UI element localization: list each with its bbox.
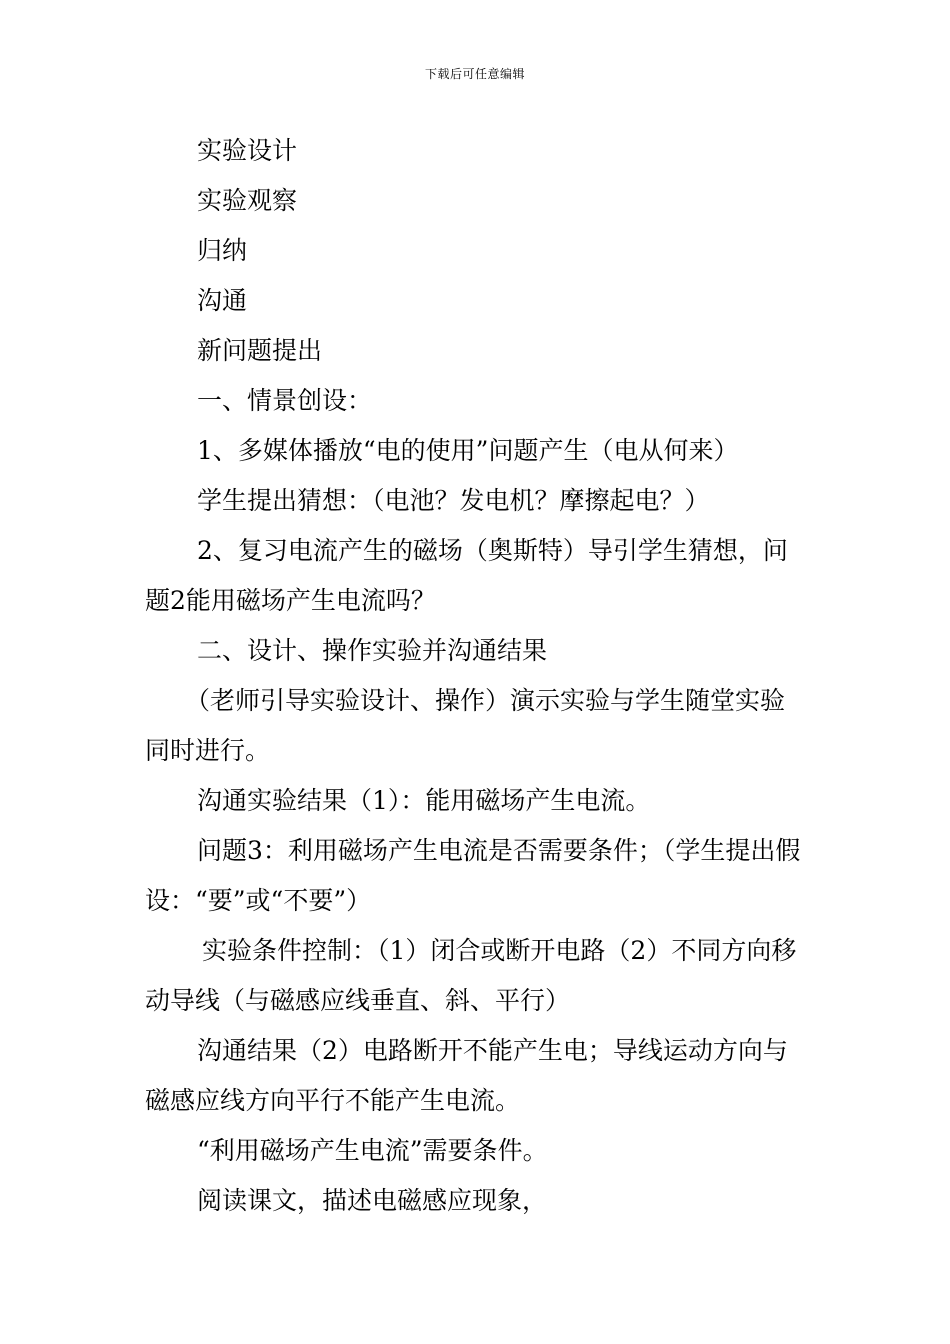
paragraph-10: 二、设计、操作实验并沟通结果 [197,636,548,665]
paragraph-5: 新问题提出 [197,336,323,365]
paragraph-9: 2、复习电流产生的磁场（奥斯特）导引学生猜想，问题2能用磁场产生电流吗？ [145,536,788,615]
paragraph-8: 学生提出猜想：（电池？发电机？摩擦起电？） [197,486,710,515]
paragraph-6: 一、情景创设： [197,386,373,415]
paragraph-13: 问题3：利用磁场产生电流是否需要条件；（学生提出假设：“要”或“不要”） [145,836,801,915]
paragraph-4: 沟通 [197,286,248,315]
paragraph-11: （老师引导实验设计、操作）演示实验与学生随堂实验同时进行。 [145,686,786,765]
paragraph-15: 沟通结果（2）电路断开不能产生电；导线运动方向与磁感应线方向平行不能产生电流。 [145,1036,788,1115]
paragraph-1: 实验设计 [197,136,298,165]
paragraph-3: 归纳 [197,236,248,265]
paragraph-16: “利用磁场产生电流”需要条件。 [197,1136,548,1165]
paragraph-2: 实验观察 [197,186,298,215]
paragraph-12: 沟通实验结果（1）：能用磁场产生电流。 [197,786,651,815]
document-body [145,126,807,1226]
paragraph-14: 实验条件控制：（1）闭合或断开电路（2）不同方向移动导线（与磁感应线垂直、斜、平行） [145,936,797,1015]
paragraph-7: 1、多媒体播放“电的使用”问题产生（电从何来） [197,436,739,465]
page-header: 下载后可任意编辑 [424,67,525,81]
paragraph-17: 阅读课文，描述电磁感应现象， [197,1186,548,1215]
